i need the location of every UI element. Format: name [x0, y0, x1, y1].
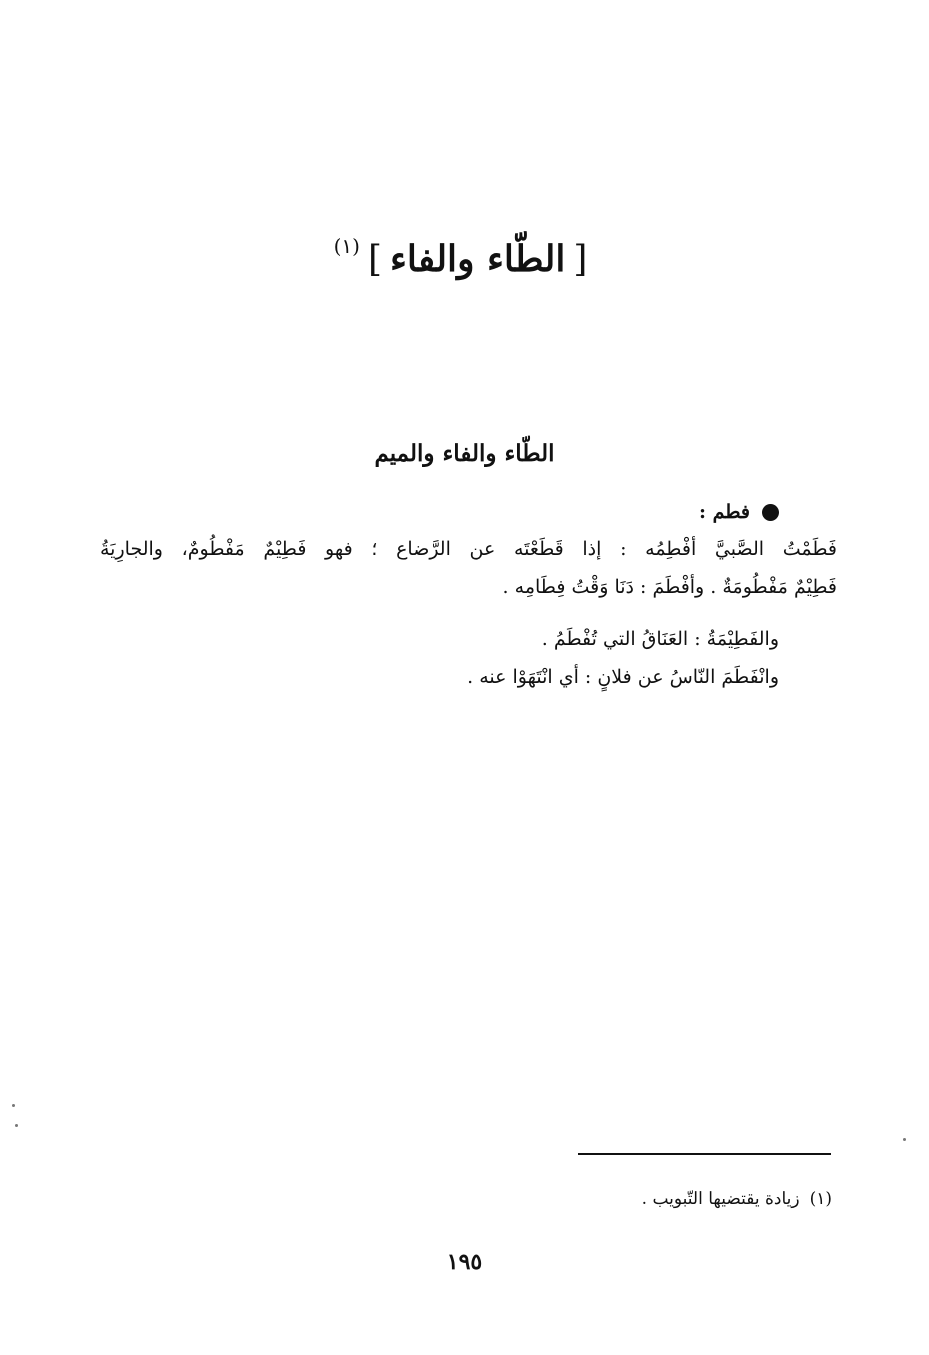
entry-paragraph-1: [100, 530, 837, 606]
footnote: [642, 1184, 832, 1214]
scan-speck: [903, 1138, 906, 1141]
bracket-open: [: [573, 239, 588, 280]
dictionary-entry: [100, 494, 837, 696]
entry-line-2: فَطِيْمٌ مَفْطُومَةٌ . وأفْطَمَ : دَنَا وَقْتُ فِطَامِه .: [502, 576, 837, 598]
footnote-text: زيادة يقتضيها التّبويب .: [641, 1189, 800, 1209]
chapter-title-text: الطّاء والفاء: [389, 238, 566, 280]
footnote-number: (١): [809, 1189, 832, 1209]
entry-headword: [100, 494, 837, 530]
bracket-close: ]: [367, 239, 382, 280]
footnote-reference: (١): [333, 234, 360, 258]
page-number: ١٩٥: [446, 1249, 483, 1275]
paragraph-gap: [100, 606, 837, 620]
chapter-title: [0, 218, 929, 288]
entry-line-3: والفَطِيْمَةُ : العَنَاقُ التي تُفْطَمُ .: [541, 628, 779, 650]
headword-text: فطم :: [699, 501, 750, 523]
entry-paragraph-2: [100, 620, 837, 696]
entry-line-4: وانْفَطَمَ النّاسُ عن فلانٍ : أي انْتَهَوْا عنه .: [467, 666, 779, 688]
entry-line-1: فَطَمْتُ الصَّبيَّ أفْطِمُه : إذا قَطَعْتَه عن الرَّضاع ؛ فهو فَطِيْمٌ مَفْطُومٌ، والجارِيَةُ: [100, 538, 837, 560]
bullet-icon: [762, 504, 779, 521]
section-heading: الطّاء والفاء والميم: [374, 440, 555, 467]
footnote-divider: [578, 1153, 831, 1155]
scan-speck: [12, 1104, 15, 1107]
scan-speck: [15, 1124, 18, 1127]
